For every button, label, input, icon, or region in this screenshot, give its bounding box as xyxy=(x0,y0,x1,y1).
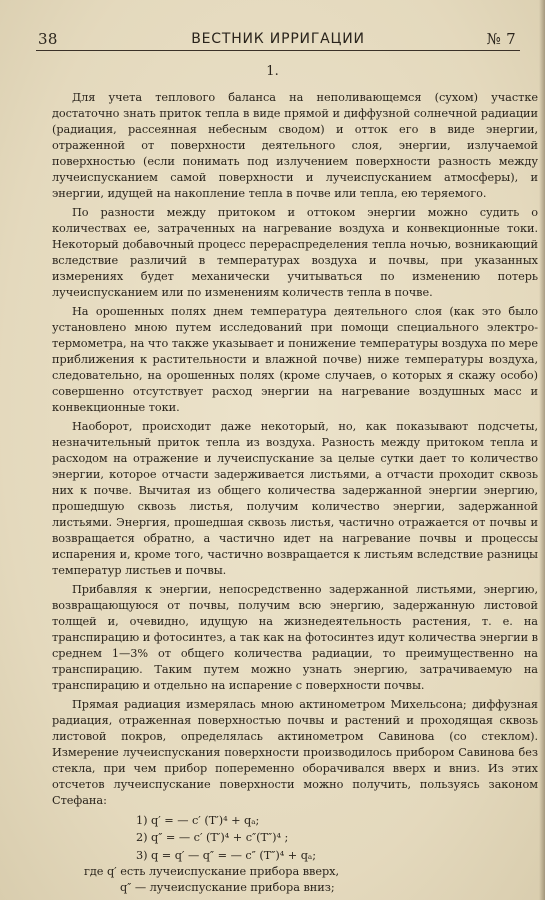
paragraph: Прибавляя к энергии, непосредственно задержанной листьями, энергию, возвращающуюся от почвы, получим всю энергию, задержанную листовой толщей и, очевидно, идущую на жизнедеятельность растения, т. е. на транспирацию и фотосинтез, а так как на фотосинтез идут количества энергии в среднем 1—3% от общего количества радиации, то преимущественно на транспирацию. Таким путем можно узнать энергию, затрачиваемую на транспирацию и отдельно на испарение с поверхности почвы. xyxy=(52,583,538,692)
issue-number: № 7 xyxy=(486,30,516,48)
journal-title: ВЕСТНИК ИРРИГАЦИИ xyxy=(191,31,365,47)
where-line-2: q″ — лучеиспускание прибора вниз; xyxy=(120,881,335,895)
article-body xyxy=(52,90,538,896)
formula-1: 1) q′ = — c′ (T′)⁴ + qₐ; xyxy=(136,814,260,827)
formula-3: 3) q = q′ — q″ = — c″ (T″)⁴ + qₐ; xyxy=(136,848,316,862)
paragraph: Для учета теплового баланса на неполивающемся (сухом) участке достаточно знать приток тепла в виде прямой и диффузной солнечной радиации (радиация, рассеянная небесным сводом) и отток его в виде энергии, отраженной от поверхности деятельного слоя, энергии, излучаемой поверхностью (если понимать под излучением поверхности разность между лучеиспусканием самой поверхности и лучеиспусканием атмосферы), и энергии, идущей на накопление тепла в почве или тепла, ею теряемого. xyxy=(52,91,538,200)
formula-2: 2) q″ = — c′ (T′)⁴ + c″(T″)⁴ ; xyxy=(136,831,289,845)
page-number: 38 xyxy=(38,30,58,48)
paragraph: Прямая радиация измерялась мною актинометром Михельсона; диффузная радиация, отраженная поверхностью почвы и растений и проходящая сквозь листовой покров, определялась актинометром Савинова (со стеклом). Измерение лучеиспускания поверхности производилось прибором Савинова без стекла, при чем прибор попеременно оборачивался вверх и вниз. Из этих отсчетов лучеиспускание поверхности можно получить, пользуясь законом Стефана: xyxy=(52,698,538,807)
paragraph: Наоборот, происходит даже некоторый, но, как показывают подсчеты, незначительный приток тепла из воздуха. Разность между притоком тепла и расходом на отражение и лучеиспускание за целые сутки дает то количество энергии, которое отчасти задерживается листьями, а отчасти проходит сквозь них к почве. Вычитая из общего количества задержанной энергии энергию, прошедшую сквозь листья, получим количество энергии, задержанной листьями. Энергия, прошедшая сквозь листья, частично отражается от почвы и возвращается обратно, а частично идет на нагревание почвы и процессы испарения и, кроме того, частично возвращается к листьям вследствие разницы температур листьев и почвы. xyxy=(52,420,538,577)
paragraph: По разности между притоком и оттоком энергии можно судить о количествах ее, затраченных на нагревание воздуха и конвекционные токи. Некоторый добавочный процесс перераспределения тепла ночью, возникающий вследствие различий в температурах воздуха и почвы, при указанных измерениях будет механически учитываться по изменению потерь лучеиспусканием или по изменениям количеств тепла в почве. xyxy=(52,206,538,299)
paragraph: На орошенных полях днем температура деятельного слоя (как это было установлено мною путем исследований при помощи специального электро-термометра, на что также указывает и понижение температуры воздуха по мере приближения к растительности и влажной почве) ниже температуры воздуха, следовательно, на орошенных полях (кроме случаев, о которых я скажу особо) совершенно отсутствует расход энергии на нагревание воздушных масс и конвекционные токи. xyxy=(52,305,538,414)
where-line-1: где q′ есть лучеиспускание прибора вверх, xyxy=(84,865,340,879)
section-number: 1. xyxy=(266,64,279,79)
running-header xyxy=(36,28,520,51)
page-edge-shadow xyxy=(539,0,545,900)
